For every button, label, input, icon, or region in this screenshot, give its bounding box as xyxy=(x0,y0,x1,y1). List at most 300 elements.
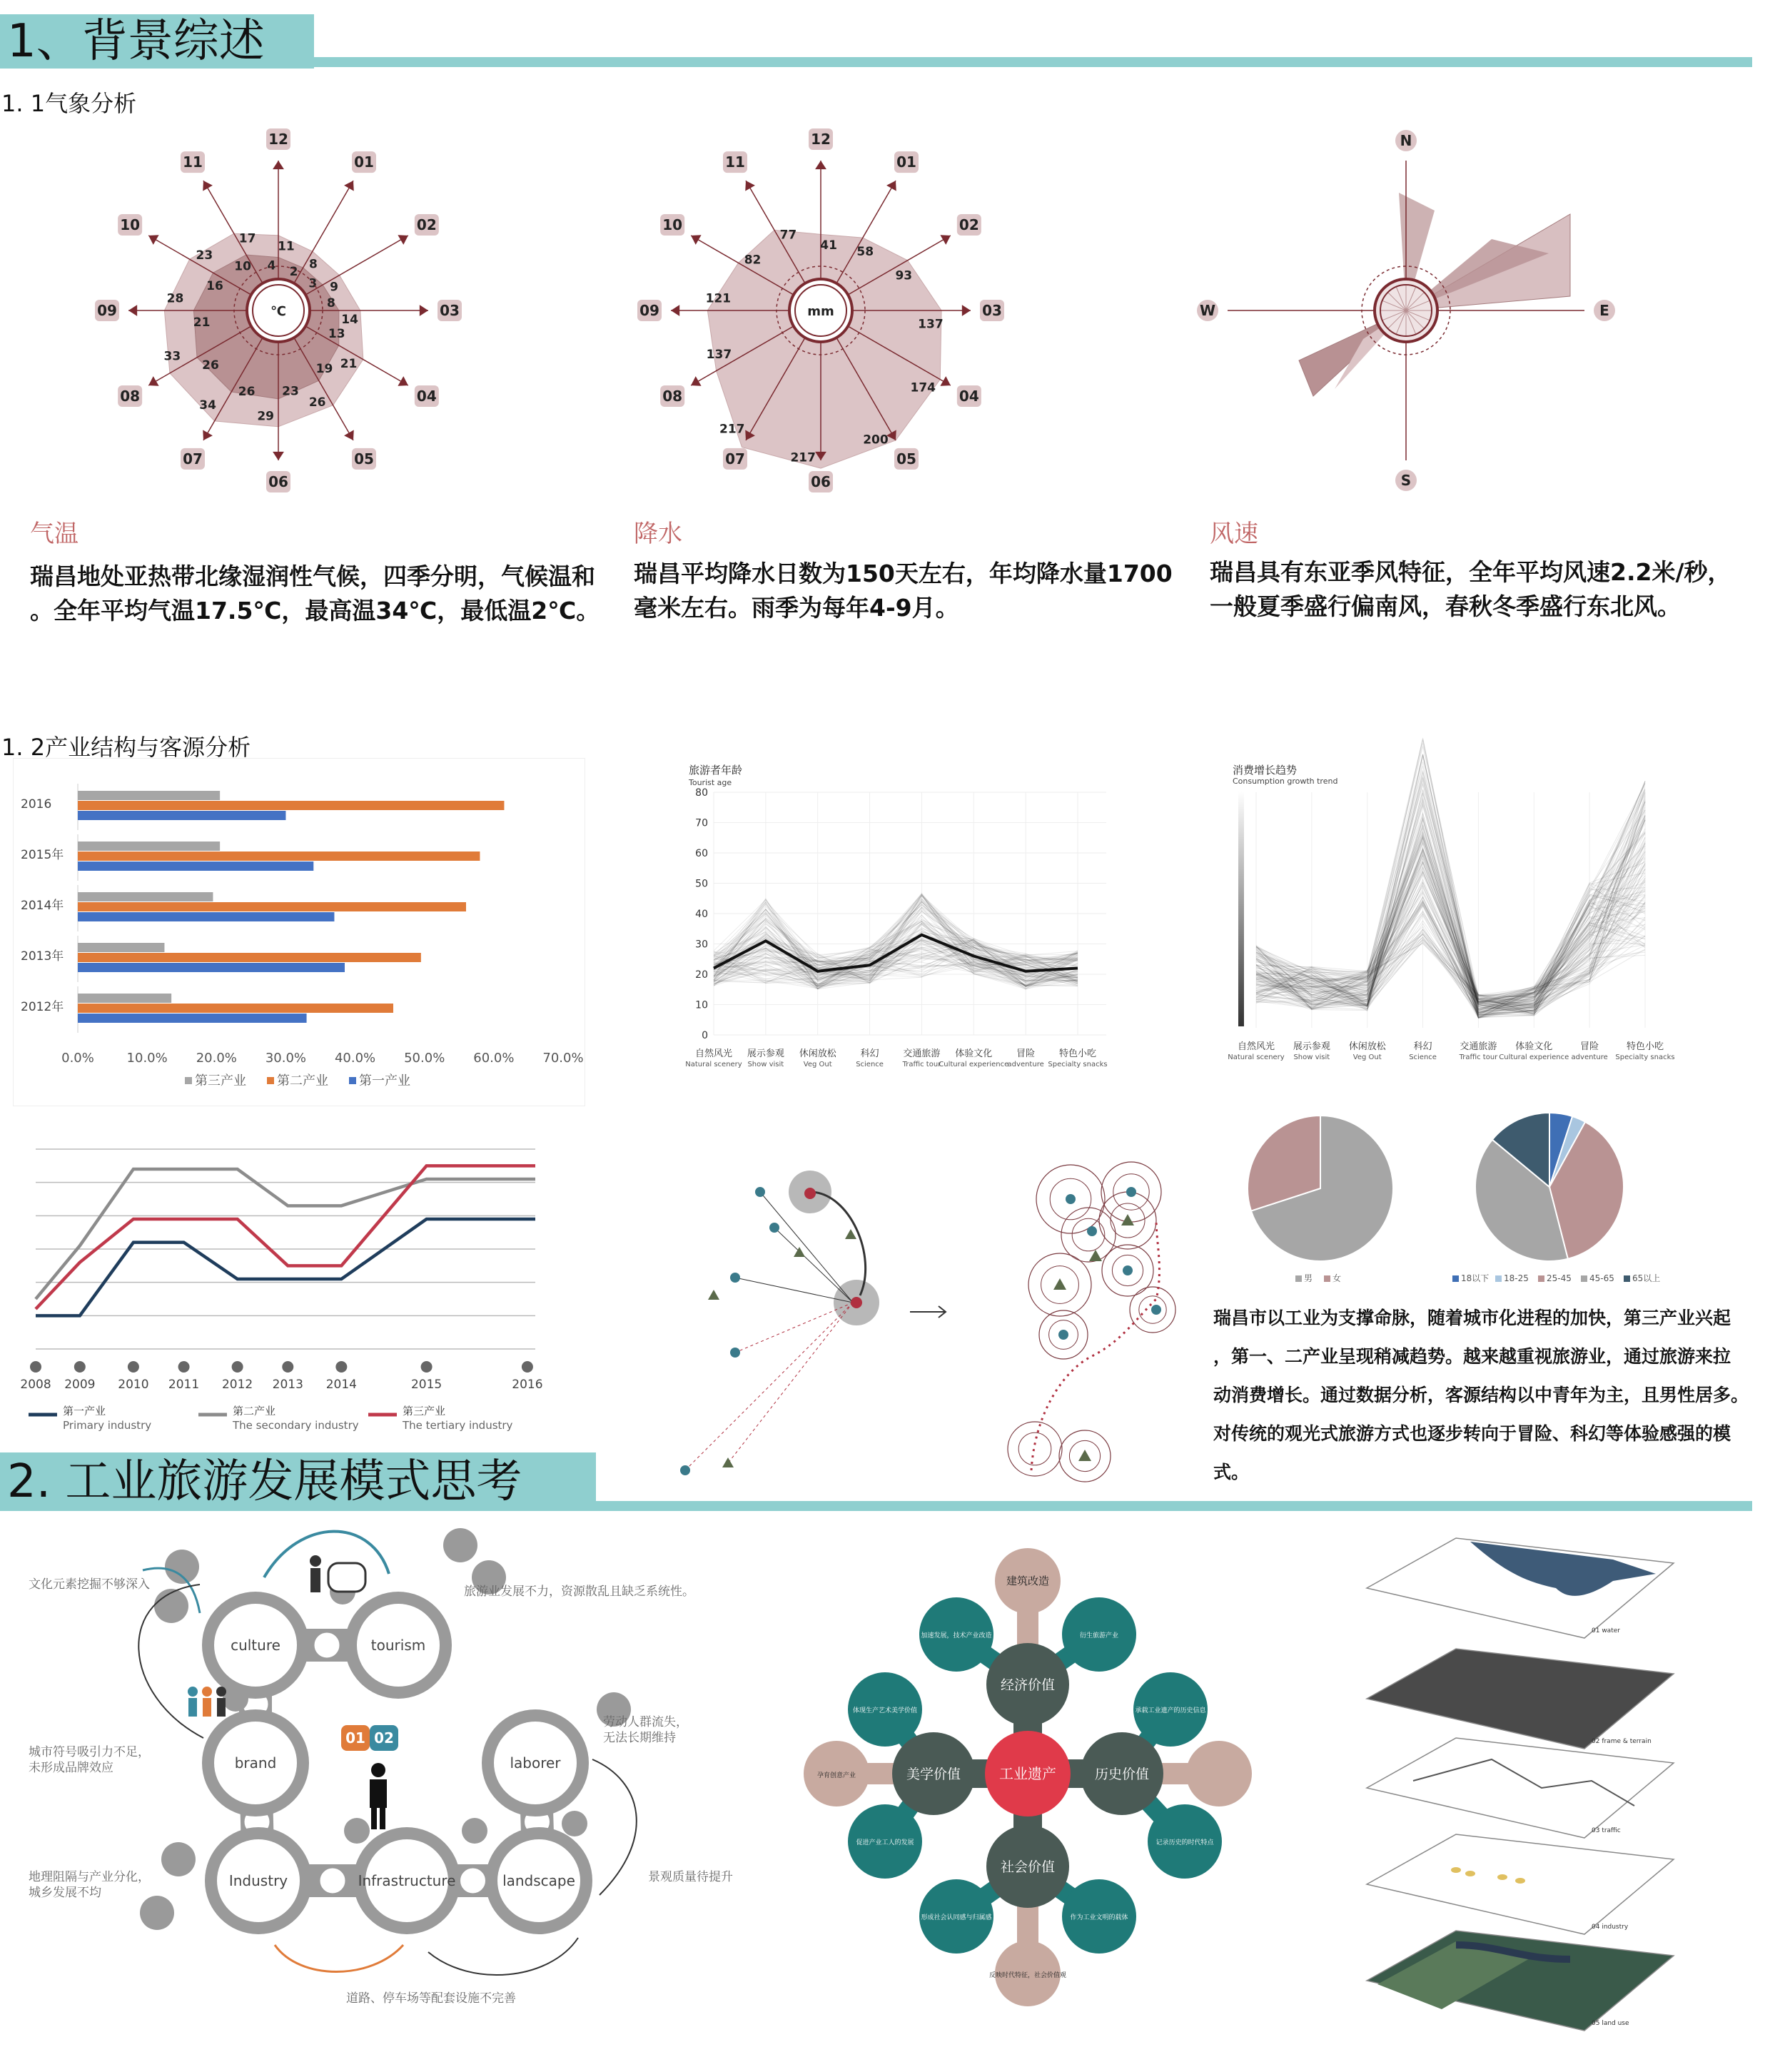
month-label: 09 xyxy=(97,302,117,319)
decor-bubble xyxy=(462,1818,487,1844)
month-label: 07 xyxy=(183,450,203,468)
value-label: 11 xyxy=(278,239,295,254)
legend-label: 第三产业 xyxy=(195,1073,246,1088)
x-tick-sublabel: Natural scenery xyxy=(1228,1053,1285,1061)
radial-arrowhead xyxy=(344,181,354,191)
map-layer xyxy=(1367,1834,1674,1934)
value-label: 174 xyxy=(910,380,936,395)
x-tick-sublabel: Natural scenery xyxy=(685,1061,742,1068)
month-label: 08 xyxy=(120,388,141,405)
issue-text: 景观质量待提升 xyxy=(648,1870,733,1884)
value-label: 26 xyxy=(202,358,219,373)
group-person-icon xyxy=(216,1687,226,1697)
section-1-title: 1、背景综述 xyxy=(0,14,314,69)
radial-arrowhead xyxy=(148,235,158,245)
year-label: 2013 xyxy=(272,1378,303,1392)
x-tick-sublabel: Cultural experience xyxy=(939,1061,1009,1068)
wind-description-line-1: 瑞昌具有东亚季风特征，全年平均风速2.2米/秒， xyxy=(1210,558,1731,586)
x-tick-sublabel: Specialty snacks xyxy=(1615,1053,1675,1061)
bar xyxy=(78,1014,307,1023)
decor-bubble xyxy=(344,1818,370,1844)
attraction-marker xyxy=(1121,1214,1134,1225)
legend-swatch xyxy=(1324,1275,1330,1282)
radial-arrowhead xyxy=(940,235,950,245)
value-label: 23 xyxy=(282,384,299,399)
value-label: 26 xyxy=(238,385,256,400)
precipitation-caption: 降水 xyxy=(634,520,682,548)
x-tick-label: 休闲放松 xyxy=(799,1048,836,1059)
direction-label: W xyxy=(1199,302,1216,319)
group-person-icon xyxy=(188,1687,198,1697)
outer-bubble xyxy=(1186,1741,1252,1806)
issue-text: 文化元素挖掘不够深入 xyxy=(29,1577,150,1592)
coverage-ring xyxy=(1008,1422,1062,1476)
value-label: 28 xyxy=(166,291,184,306)
y-tick-label: 70 xyxy=(695,817,708,829)
radial-arrowhead xyxy=(398,235,408,245)
value-label: 121 xyxy=(705,291,732,306)
year-dot xyxy=(128,1361,139,1373)
year-label: 2016 xyxy=(512,1378,543,1392)
person-icon-body xyxy=(310,1568,320,1592)
node-label: landscape xyxy=(502,1872,575,1889)
person-icon-head xyxy=(310,1555,321,1567)
radial-arrowhead xyxy=(398,376,408,386)
x-tick-label: 特色小吃 xyxy=(1626,1041,1664,1052)
hub-label: 历史价值 xyxy=(1094,1767,1150,1782)
x-tick-sublabel: Veg Out xyxy=(803,1061,832,1068)
analysis-line-2: ，第一、二产业呈现稍减趋势。越来越重视旅游业，通过旅游来拉 xyxy=(1213,1346,1731,1367)
radial-arrowhead xyxy=(273,161,284,169)
value-label: 23 xyxy=(196,248,213,263)
year-label: 2010 xyxy=(118,1378,149,1392)
temperature-caption: 气温 xyxy=(30,520,79,548)
coverage-ring-inner xyxy=(1018,1432,1051,1465)
legend-label: 第一产业 xyxy=(359,1073,410,1088)
radial-arrowhead xyxy=(420,305,428,316)
legend-swatch xyxy=(185,1077,192,1084)
month-label: 10 xyxy=(120,216,141,233)
legend-sublabel: The tertiary industry xyxy=(403,1419,513,1432)
year-label: 2009 xyxy=(64,1378,96,1392)
industry-share-bar-chart xyxy=(13,758,585,1106)
x-tick-label: 体验文化 xyxy=(955,1048,993,1059)
decor-bubble xyxy=(140,1896,174,1930)
value-label: 19 xyxy=(315,361,333,376)
month-label: 04 xyxy=(416,388,437,405)
month-label: 03 xyxy=(982,302,1002,319)
industry-spot xyxy=(1497,1874,1507,1880)
center-unit: mm xyxy=(807,304,834,319)
legend-sublabel: Primary industry xyxy=(63,1419,152,1432)
y-tick-label: 10 xyxy=(695,999,708,1011)
cycle-arrow xyxy=(592,1759,637,1895)
month-label: 01 xyxy=(896,153,916,171)
connector-joint xyxy=(460,1868,486,1894)
leaf-label: 作为工业文明的载体 xyxy=(1070,1914,1128,1921)
month-label: 02 xyxy=(416,216,437,233)
precipitation-description xyxy=(634,557,1205,625)
badge-label: 02 xyxy=(374,1729,394,1747)
year-dot xyxy=(282,1361,293,1373)
legend-label: 第二产业 xyxy=(277,1073,328,1088)
stop-node xyxy=(1058,1330,1068,1340)
value-label: 93 xyxy=(895,268,913,283)
issue-text: 旅游业发展不力，资源散乱且缺乏系统性。 xyxy=(464,1585,694,1599)
y-tick-label: 30 xyxy=(695,939,708,951)
bar xyxy=(78,1004,393,1013)
layer-label: 02 frame & terrain xyxy=(1592,1738,1652,1745)
year-dot xyxy=(74,1361,86,1373)
stop-node xyxy=(1066,1194,1076,1204)
value-label: 58 xyxy=(856,245,874,260)
wind-description xyxy=(1210,555,1766,624)
x-tick-sublabel: Veg Out xyxy=(1352,1053,1382,1061)
map-layer xyxy=(1367,1649,1674,1749)
section-2-rule xyxy=(589,1501,1752,1511)
value-label: 2 xyxy=(289,264,298,279)
group-person-body xyxy=(188,1698,197,1717)
month-label: 09 xyxy=(639,302,659,319)
x-tick-label: 10.0% xyxy=(126,1051,168,1066)
wind-caption: 风速 xyxy=(1210,520,1258,548)
origin-node xyxy=(730,1348,740,1358)
value-label: 34 xyxy=(199,398,216,413)
temperature-description-line-2: 。全年平均气温17.5℃，最高温34℃，最低温2℃。 xyxy=(30,597,600,625)
industry-spot xyxy=(1451,1867,1461,1873)
x-tick-label: 展示参观 xyxy=(1293,1041,1330,1052)
x-tick-label: 自然风光 xyxy=(694,1048,733,1059)
stop-node xyxy=(1151,1305,1161,1315)
hub-label: 经济价值 xyxy=(1000,1677,1056,1693)
legend-swatch xyxy=(1624,1275,1630,1282)
value-label: 33 xyxy=(163,349,181,364)
series-line xyxy=(36,1166,535,1309)
decor-bubble xyxy=(154,1589,188,1623)
x-tick-label: 休闲放松 xyxy=(1348,1041,1386,1052)
year-label: 2011 xyxy=(168,1378,200,1392)
year-dot xyxy=(232,1361,243,1373)
month-label: 11 xyxy=(183,153,203,171)
category-label: 2012年 xyxy=(21,1000,64,1014)
bar xyxy=(78,943,164,952)
legend-label: 65以上 xyxy=(1632,1273,1661,1283)
x-tick-label: 交通旅游 xyxy=(903,1048,941,1059)
year-label: 2015 xyxy=(410,1378,442,1392)
precipitation-description-line-2: 毫米左右。雨季为每年4-9月。 xyxy=(634,594,959,622)
x-tick-sublabel: Show visit xyxy=(747,1061,784,1068)
month-label: 03 xyxy=(440,302,460,319)
y-tick-label: 80 xyxy=(695,787,708,799)
attraction-marker xyxy=(1053,1278,1066,1290)
value-label: 14 xyxy=(341,313,358,328)
section-2-title: 2. 工业旅游发展模式思考 xyxy=(0,1452,596,1511)
x-tick-sublabel: adventure xyxy=(1007,1061,1044,1068)
year-dot xyxy=(421,1361,433,1373)
bar xyxy=(78,801,504,810)
year-label: 2014 xyxy=(325,1378,357,1392)
group-person-body xyxy=(203,1698,211,1717)
origin-node xyxy=(755,1187,765,1197)
radial-arrowhead xyxy=(691,376,701,386)
x-tick-label: 30.0% xyxy=(265,1051,307,1066)
origin-node xyxy=(730,1273,740,1283)
legend-label: 男 xyxy=(1304,1273,1313,1283)
origin-node xyxy=(680,1465,690,1475)
thinker-body xyxy=(370,1779,387,1808)
temperature-description xyxy=(30,560,615,628)
hub-label: 美学价值 xyxy=(906,1767,961,1782)
bar xyxy=(78,902,466,911)
value-label: 8 xyxy=(327,295,335,310)
leaf-label: 衍生旅游产业 xyxy=(1079,1632,1119,1639)
issue-text: 无法长期维持 xyxy=(603,1731,676,1745)
group-person-body xyxy=(217,1698,226,1717)
radial-arrowhead xyxy=(745,181,755,191)
x-tick-label: 交通旅游 xyxy=(1460,1041,1497,1052)
x-tick-label: 科幻 xyxy=(860,1048,879,1059)
y-tick-label: 50 xyxy=(695,878,708,890)
month-label: 06 xyxy=(268,473,288,490)
legend-swatch xyxy=(1452,1275,1459,1282)
node-label: Industry xyxy=(228,1872,288,1889)
stop-node xyxy=(1087,1226,1097,1236)
value-label: 26 xyxy=(308,395,326,410)
legend-swatch xyxy=(267,1077,274,1084)
year-label: 2012 xyxy=(221,1378,253,1392)
leaf-label: 记录历史的时代特点 xyxy=(1155,1839,1214,1846)
hub-node xyxy=(851,1297,862,1308)
person-screen-icon xyxy=(328,1563,365,1592)
leaf-label: 加速发展，技术产业改造 xyxy=(921,1632,992,1639)
issue-text: 地理阻隔与产业分化， xyxy=(29,1870,150,1884)
legend-label: 25-45 xyxy=(1547,1273,1572,1283)
legend-label: 18-25 xyxy=(1504,1273,1529,1283)
value-label: 82 xyxy=(744,253,762,268)
attraction-marker xyxy=(708,1290,719,1300)
x-tick-sublabel: Science xyxy=(1409,1053,1437,1061)
center-unit: ℃ xyxy=(270,304,286,319)
connector-joint xyxy=(320,1868,345,1894)
category-label: 2014年 xyxy=(21,899,64,913)
cycle-arrow xyxy=(264,1532,389,1577)
legend-sublabel: The secondary industry xyxy=(233,1419,359,1432)
legend-swatch xyxy=(1581,1275,1587,1282)
flow-line-dashed xyxy=(728,1303,853,1463)
industrial-heritage-value-map xyxy=(799,1545,1256,2009)
outer-label: 孕育创意产业 xyxy=(816,1772,856,1779)
issue-text: 道路、停车场等配套设施不完善 xyxy=(346,1991,516,2006)
thinker-leg xyxy=(371,1808,377,1829)
decor-bubble xyxy=(562,1811,587,1836)
legend-swatch xyxy=(1495,1275,1502,1282)
value-label: 77 xyxy=(779,228,797,243)
year-dot xyxy=(335,1361,347,1373)
badge-label: 01 xyxy=(345,1729,365,1747)
center-label: 工业遗产 xyxy=(999,1765,1056,1782)
value-label: 29 xyxy=(257,409,275,424)
hub-node xyxy=(804,1188,816,1199)
year-dot xyxy=(522,1361,533,1373)
y-tick-label: 60 xyxy=(695,848,708,859)
x-tick-label: 40.0% xyxy=(334,1051,376,1066)
x-tick-label: 70.0% xyxy=(542,1051,584,1066)
x-tick-sublabel: Cultural experience xyxy=(1499,1053,1569,1061)
radial-arrowhead xyxy=(691,235,701,245)
wind-rose-chart xyxy=(1199,118,1609,503)
decor-bubble xyxy=(165,1550,199,1584)
cycle-arrow xyxy=(275,1945,403,1972)
map-layer-stack xyxy=(1356,1531,1684,2045)
growth-gradient-bar xyxy=(1238,791,1244,1026)
x-tick-sublabel: Science xyxy=(856,1061,884,1068)
value-label: 137 xyxy=(918,317,944,332)
value-label: 41 xyxy=(820,238,837,253)
bar xyxy=(78,861,313,871)
radial-arrowhead xyxy=(671,305,679,316)
radial-arrowhead xyxy=(128,305,137,316)
x-tick-label: 特色小吃 xyxy=(1058,1048,1097,1059)
stop-node xyxy=(1123,1265,1133,1275)
bar xyxy=(78,953,421,962)
analysis-line-1: 瑞昌市以工业为支撑命脉，随着城市化进程的加快，第三产业兴起 xyxy=(1213,1308,1731,1328)
section-1-rule xyxy=(307,57,1752,67)
x-tick-label: 自然风光 xyxy=(1237,1041,1275,1052)
x-tick-sublabel: Show visit xyxy=(1293,1053,1330,1061)
consumption-trend-chart xyxy=(1224,764,1675,1092)
chart-title: 旅游者年龄 xyxy=(689,764,743,777)
x-tick-label: 展示参观 xyxy=(747,1048,784,1059)
month-label: 01 xyxy=(354,153,374,171)
radial-arrowhead xyxy=(886,181,896,191)
bar xyxy=(78,912,334,921)
value-label: 3 xyxy=(308,276,318,291)
coverage-ring xyxy=(1061,1208,1116,1262)
legend-label: 第二产业 xyxy=(233,1405,276,1417)
bar xyxy=(78,851,480,861)
month-label: 05 xyxy=(896,450,916,468)
age-pie-chart xyxy=(1410,1110,1681,1295)
hub-label: 社会价值 xyxy=(1000,1859,1056,1875)
year-dot xyxy=(178,1361,190,1373)
issue-text: 城市符号吸引力不足， xyxy=(29,1745,150,1759)
analysis-paragraph xyxy=(1213,1299,1763,1492)
radial-arrowhead xyxy=(203,181,213,191)
outer-label: 建筑改造 xyxy=(1006,1575,1050,1587)
month-label: 04 xyxy=(959,388,979,405)
map-layer xyxy=(1367,1738,1674,1838)
value-label: 21 xyxy=(340,356,358,371)
radial-arrowhead xyxy=(148,376,158,386)
value-label: 4 xyxy=(267,258,276,273)
legend-swatch xyxy=(1295,1275,1302,1282)
x-tick-label: 冒险 xyxy=(1580,1041,1599,1052)
value-label: 9 xyxy=(330,280,338,295)
issue-text: 未形成品牌效应 xyxy=(29,1761,113,1775)
radial-arrowhead xyxy=(273,452,284,460)
industry-timeline-chart xyxy=(21,1135,550,1442)
decor-bubble xyxy=(443,1528,477,1562)
month-label: 12 xyxy=(268,131,288,148)
value-label: 217 xyxy=(790,450,816,465)
thinker-head xyxy=(371,1763,385,1777)
x-tick-label: 60.0% xyxy=(473,1051,515,1066)
month-label: 10 xyxy=(662,216,683,233)
tourist-age-line-chart xyxy=(682,764,1153,1092)
legend-label: 第一产业 xyxy=(63,1405,106,1417)
chart-subtitle: Tourist age xyxy=(689,778,732,787)
leaf-label: 形成社会认同感与归属感 xyxy=(921,1914,992,1921)
industry-spot xyxy=(1515,1878,1525,1884)
month-label: 12 xyxy=(811,131,831,148)
precipitation-radial-chart xyxy=(628,118,1013,503)
bar xyxy=(78,963,345,972)
gender-pie-chart xyxy=(1238,1110,1410,1295)
issue-text: 城乡发展不均 xyxy=(29,1886,101,1900)
legend-label: 女 xyxy=(1332,1273,1342,1283)
temperature-radial-chart xyxy=(86,118,471,503)
radial-arrowhead xyxy=(203,430,213,440)
category-label: 2016 xyxy=(21,797,52,812)
layer-label: 01 water xyxy=(1592,1627,1620,1634)
legend-swatch xyxy=(1538,1275,1544,1282)
precipitation-description-line-1: 瑞昌平均降水日数为150天左右，年均降水量1700 xyxy=(634,560,1173,587)
problem-cycle-diagram xyxy=(29,1524,771,2023)
issue-text: 劳动人群流失， xyxy=(603,1715,688,1729)
stop-node xyxy=(1126,1187,1136,1197)
layer-label: 05 land use xyxy=(1592,2020,1629,2027)
radial-arrowhead xyxy=(962,305,971,316)
series-line xyxy=(36,1219,535,1315)
x-tick-label: 冒险 xyxy=(1016,1048,1036,1059)
direction-label: N xyxy=(1400,132,1412,149)
legend-label: 45-65 xyxy=(1589,1273,1614,1283)
origin-node xyxy=(769,1223,779,1233)
x-tick-sublabel: Traffic tour xyxy=(902,1061,941,1068)
value-label: 13 xyxy=(328,327,345,342)
node-label: Infrastructure xyxy=(358,1872,456,1889)
layer-label: 03 traffic xyxy=(1592,1827,1621,1834)
month-label: 02 xyxy=(959,216,979,233)
industry-spot xyxy=(1465,1871,1475,1876)
node-label: brand xyxy=(234,1754,277,1772)
value-label: 10 xyxy=(234,259,251,274)
x-tick-label: 科幻 xyxy=(1413,1041,1432,1052)
value-label: 17 xyxy=(238,231,256,246)
x-tick-label: 50.0% xyxy=(404,1051,445,1066)
direction-label: E xyxy=(1599,302,1609,319)
wind-description-line-2: 一般夏季盛行偏南风，春秋冬季盛行东北风。 xyxy=(1210,592,1681,620)
chart-title: 消费增长趋势 xyxy=(1233,764,1298,777)
node-label: laborer xyxy=(510,1754,561,1772)
attraction-marker xyxy=(794,1247,805,1257)
flow-line-dashed xyxy=(685,1303,853,1470)
x-tick-sublabel: Specialty snacks xyxy=(1048,1061,1108,1068)
bar xyxy=(78,842,220,851)
category-label: 2015年 xyxy=(21,848,64,862)
bar xyxy=(78,791,220,800)
month-label: 05 xyxy=(354,450,374,468)
month-label: 08 xyxy=(662,388,683,405)
connector-joint xyxy=(314,1632,340,1658)
value-label: 21 xyxy=(193,315,211,330)
radial-arrowhead xyxy=(940,376,950,386)
year-label: 2008 xyxy=(20,1378,51,1392)
chart-subtitle: Consumption growth trend xyxy=(1233,777,1338,786)
node-label: tourism xyxy=(370,1637,426,1654)
category-label: 2013年 xyxy=(21,949,64,964)
year-dot xyxy=(30,1361,41,1373)
